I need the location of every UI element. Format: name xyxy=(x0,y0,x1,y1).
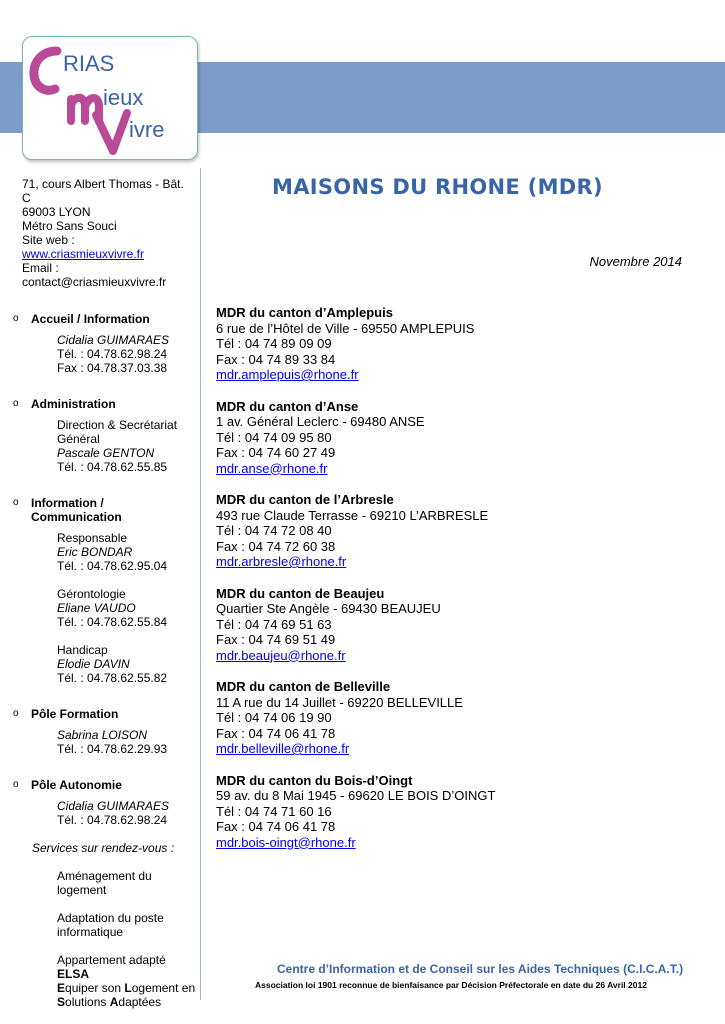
person-role: Gérontologie xyxy=(57,587,126,601)
person-tel: Tél. : 04.78.62.55.82 xyxy=(57,671,168,685)
mdr-entry xyxy=(216,679,696,757)
mdr-email-link[interactable]: mdr.bois-oingt@rhone.fr xyxy=(216,834,356,850)
section-title-cont: Communication xyxy=(31,510,122,524)
mdr-tel: Tél : 04 74 72 08 40 xyxy=(216,523,332,538)
mdr-address: 6 rue de l’Hôtel de Ville - 69550 AMPLEPUIS xyxy=(216,320,475,336)
elsa-expansion-line-1: Equiper son Logement en xyxy=(57,981,196,995)
bullet-icon: o xyxy=(13,779,19,790)
mdr-tel: Tél : 04 74 69 51 63 xyxy=(216,616,332,632)
person-tel: Tél. : 04.78.62.55.85 xyxy=(57,460,168,474)
address-line-3: 69003 LYON xyxy=(22,205,91,219)
logo-graphic xyxy=(23,37,197,159)
service-text: Appartement adapté xyxy=(57,953,166,967)
contact-person xyxy=(57,333,200,375)
mdr-list xyxy=(216,305,696,866)
document-date: Novembre 2014 xyxy=(589,254,682,269)
mdr-address: 1 av. Général Leclerc - 69480 ANSE xyxy=(216,414,425,429)
service-text-cont: logement xyxy=(57,883,107,897)
mdr-address: 59 av. du 8 Mai 1945 - 69620 LE BOIS D’OINGT xyxy=(216,788,496,803)
column-divider xyxy=(200,168,201,1000)
person-tel: Tél. : 04.78.62.55.84 xyxy=(57,615,168,629)
mdr-email-link[interactable]: mdr.amplepuis@rhone.fr xyxy=(216,367,359,382)
services-label: Services sur rendez-vous : xyxy=(32,841,175,855)
mdr-name: MDR du canton d’Amplepuis xyxy=(216,305,393,320)
site-link[interactable]: www.criasmieuxvivre.fr xyxy=(22,247,145,261)
mdr-tel: Tél : 04 74 06 19 90 xyxy=(216,710,332,725)
section-title: Accueil / Information xyxy=(31,312,150,326)
service-text: Aménagement du xyxy=(57,869,152,883)
mdr-entry xyxy=(216,492,696,570)
person-name: Elodie DAVIN xyxy=(57,657,130,671)
bullet-icon: o xyxy=(13,708,19,719)
person-name: Cidalia GUIMARAES xyxy=(57,333,170,347)
section-accueil xyxy=(13,312,200,375)
mdr-name: MDR du canton de l’Arbresle xyxy=(216,492,394,507)
mdr-entry xyxy=(216,305,696,383)
person-tel: Tél. : 04.78.62.29.93 xyxy=(57,742,168,756)
section-autonomie xyxy=(13,778,200,1009)
metro-station: Métro Sans Souci xyxy=(22,219,117,233)
sidebar xyxy=(13,177,200,1009)
footer-title: Centre d’Information et de Conseil sur les Aides Techniques (C.I.C.A.T.) xyxy=(277,962,684,976)
section-title: Administration xyxy=(31,397,116,411)
address-line-2: C xyxy=(22,191,31,205)
mdr-address: 11 A rue du 14 Juillet - 69220 BELLEVILLE xyxy=(216,694,463,710)
person-name: Cidalia GUIMARAES xyxy=(57,799,170,813)
contact-block xyxy=(22,177,200,289)
mdr-fax: Fax : 04 74 06 41 78 xyxy=(216,725,336,741)
mdr-email-link[interactable]: mdr.arbresle@rhone.fr xyxy=(216,554,347,569)
mdr-tel: Tél : 04 74 09 95 80 xyxy=(216,429,332,445)
contact-person xyxy=(57,418,200,474)
person-tel: Tél. : 04.78.62.98.24 xyxy=(57,347,168,361)
mdr-address: Quartier Ste Angèle - 69430 BEAUJEU xyxy=(216,601,441,616)
section-formation xyxy=(13,707,200,756)
section-administration xyxy=(13,397,200,474)
person-role: Responsable xyxy=(57,531,128,545)
mdr-entry xyxy=(216,586,696,664)
crias-logo xyxy=(22,36,198,160)
mdr-tel: Tél : 04 74 71 60 16 xyxy=(216,803,332,819)
service-item xyxy=(57,953,200,1009)
service-item xyxy=(57,911,200,939)
contact-person xyxy=(57,799,200,827)
mdr-name: MDR du canton d’Anse xyxy=(216,398,359,414)
person-name: Pascale GENTON xyxy=(57,446,155,460)
person-tel: Tél. : 04.78.62.95.04 xyxy=(57,559,168,573)
mdr-email-link[interactable]: mdr.belleville@rhone.fr xyxy=(216,741,350,756)
mdr-entry xyxy=(216,773,696,851)
mdr-fax: Fax : 04 74 72 60 38 xyxy=(216,538,336,554)
mdr-address: 493 rue Claude Terrasse - 69210 L’ARBRESLE xyxy=(216,507,489,523)
person-role: Handicap xyxy=(57,643,108,657)
footer-legal: Association loi 1901 reconnue de bienfaisance par Décision Préfectorale en date du 26 Avril 2012 xyxy=(255,980,647,990)
service-text: Adaptation du poste xyxy=(57,911,164,925)
mdr-name: MDR du canton du Bois-d’Oingt xyxy=(216,772,413,788)
section-title: Information / xyxy=(31,496,104,510)
contact-person xyxy=(57,728,200,756)
section-title: Pôle Autonomie xyxy=(31,778,122,792)
person-name: Sabrina LOISON xyxy=(57,728,148,742)
person-name: Eric BONDAR xyxy=(57,545,133,559)
bullet-icon: o xyxy=(13,313,19,324)
logo-text-ieux: ieux xyxy=(103,85,144,110)
mdr-fax: Fax : 04 74 06 41 78 xyxy=(216,819,336,834)
mdr-name: MDR du canton de Beaujeu xyxy=(216,585,385,601)
contact-person xyxy=(57,643,200,685)
page-title: MAISONS DU RHONE (MDR) xyxy=(272,175,603,199)
elsa-acronym: ELSA xyxy=(57,967,90,981)
contact-person xyxy=(57,587,200,629)
mdr-fax: Fax : 04 74 69 51 49 xyxy=(216,632,336,647)
logo-text-ivre: ivre xyxy=(129,117,165,142)
person-tel: Tél. : 04.78.62.98.24 xyxy=(57,813,168,827)
contact-person xyxy=(57,531,200,573)
mdr-tel: Tél : 04 74 89 09 09 xyxy=(216,336,332,351)
contact-email: contact@criasmieuxvivre.fr xyxy=(22,275,167,289)
email-label: Email : xyxy=(22,261,59,275)
mdr-name: MDR du canton de Belleville xyxy=(216,679,391,694)
person-name: Eliane VAUDO xyxy=(57,601,136,615)
address-line-1: 71, cours Albert Thomas - Bât. xyxy=(22,177,184,191)
bullet-icon: o xyxy=(13,398,19,409)
mdr-entry xyxy=(216,399,696,477)
service-text-cont: informatique xyxy=(57,925,124,939)
person-role: Direction & Secrétariat xyxy=(57,418,178,432)
mdr-email-link[interactable]: mdr.beaujeu@rhone.fr xyxy=(216,647,346,663)
service-item xyxy=(57,869,200,897)
bullet-icon: o xyxy=(13,497,19,508)
person-role-cont: Général xyxy=(57,432,100,446)
elsa-expansion-line-2: Solutions Adaptées xyxy=(57,995,162,1009)
site-label: Site web : xyxy=(22,233,75,247)
mdr-email-link[interactable]: mdr.anse@rhone.fr xyxy=(216,460,328,476)
mdr-fax: Fax : 04 74 60 27 49 xyxy=(216,445,336,460)
person-fax: Fax : 04.78.37.03.38 xyxy=(57,361,168,375)
section-communication xyxy=(13,496,200,685)
section-title: Pôle Formation xyxy=(31,707,119,721)
logo-text-rias: RIAS xyxy=(63,51,115,76)
mdr-fax: Fax : 04 74 89 33 84 xyxy=(216,351,336,367)
